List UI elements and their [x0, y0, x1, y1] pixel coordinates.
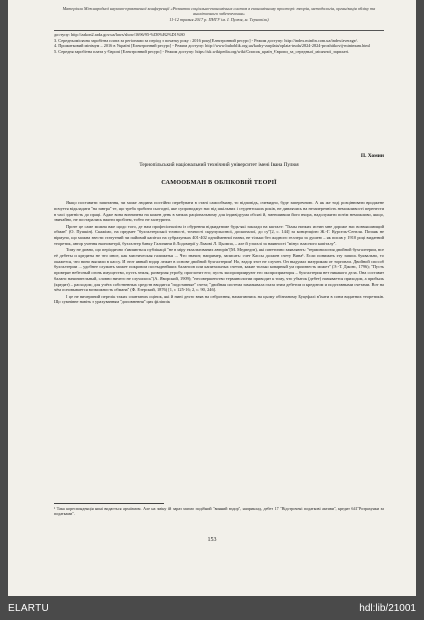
- document-page: [8, 0, 416, 596]
- footnote: ¹ Така кореспонденція нині видається архаїзмом. Але на зміну їй зараз маємо подібний ''винний вздор'', наприклад, дебет 17 ''Відстрочені податкові активи'', кредит 641''Розрахунки за податками''.: [54, 506, 384, 517]
- footnote-divider: [54, 503, 164, 504]
- reference-item: 4. Прожитковий мінімум – 2016 в Україні [Електронний ресурс] - Режим доступу: http://www.buhoblik.org.ua/kadry-zarplata/oplata-truda/2824-2824-prozhitkovij-minimum.html: [54, 43, 370, 49]
- body-paragraph: Тому не дивно, що періодично з'являються публікації ''не в міру екзальтованих авторів''(М. Медведєв), які патетично заявляють: ''терминология двойной бухгалтерии, все её дебеты и кредиты не что иное, как мистическая галиматья ... Что значит, например, записать: счет Кассы должен счету Вина¹. Если понимать эту запись буквально, то окажется, что вино выпили в кассу. И этот явный вздор лежит в основе двойной бухгалтерии! Но, вздор этот не случен. Он выдумал мазурикам от торговли. Двойной способ бухгалтерии ... удобнее служить может покровом постыднейших балансов или капитальных счетов, какие только коварный ум произвесть может'' (Э.-Т. Джонс, 1796); ''Пусть проверят небесный огонь имущество, пусть земля, разверзая утробу, проглотит его; пусть экспроприируют его экспроприаторы – бухгалтерия нет никакого дела. Она составит баланс начинательный, словно ничего не случилось''(А. Яворский, 1909); ''несовершенство терминологии приводит к тому, что убыток (дебет) называется приходом, а прибыль (кредит) – расходом; для учёта собственных средств вводятся ''подставные'' счета; ''двойная система замазывала глаза этим дебетом и кредитом и подставными счетами. Вот на чём основывается возможность обмана'' (Ф. Езерский, 1876) [1, с 125-16; 2, с. 90, 246].: [54, 247, 384, 293]
- author-name: П. Хомин: [360, 153, 384, 159]
- author-affiliation: Тернопільський національний технічний університет імені Івана Пулюя: [139, 162, 299, 168]
- article-body: [54, 200, 384, 306]
- repository-watermark: ELARTU: [8, 603, 50, 614]
- reference-item: доступу: http://zakon2.rada.gov.ua/laws/show/1696/95-%D0%B2%D1%80: [54, 32, 185, 37]
- running-header: Матеріали Міжнародної науково-практичної конференції «Розвиток соціально-економічних систем в економічному просторі: теорія, методологія, організація обліку та аналітичного забезпечення» 11-12 травня 2017 р. ПНТУ ім. І. Пулюя, м. Тернопіль): [62, 6, 376, 22]
- header-divider: [54, 30, 384, 31]
- body-paragraph: Проте це саме можна вже щодо того, де нам професіоналізм із обурення відкидатиме будь-які заклади на кшталт: ''Тьмы низких истин мне дороже нас возвышающий обман'' (О. Пушкін). Скажімо, на предмет ''бухгалтерської точності, точності скрупульозної, досконалої, до су''[2, с. 144] за концепцією Ж.-Г. Курсель-Сенєля. Позаяк не вірмуно, що можна звести статутний чи пайовий капітал на субрахунках 401-402 однойменної назви, не тільки без жодного геллера за душею – як писав у 1910 році видатний теоретик, автор учення економетрії, бухгалтер банку Галичини й Лодомерії у Львові Л. Цьомпа, – але й узагалі за наявності ''мінус власного капіталу''.: [54, 223, 384, 246]
- reference-item: 5. Середня заробітна плата у Європі [Електронний ресурс] - Режим доступу: https://uk.wikipedia.org/wiki/Список_країн_Європи_за_середньої_місячної_зарплаті.: [54, 48, 350, 54]
- handle-watermark: hdl:lib/21001: [359, 603, 416, 614]
- body-paragraph: Якщо поставити запитання, чи може людина постійно перебувати в стані самообману, то відповідь, очевидно, буде заперечною. А як же тоді розцінювати вроджене почуття відкладати ''на завтра'' те, що треба зробити сьогодні, яке супроводжує нас від шкільних і студентських років, не дивлячись на незаперечність неможливості перенести в часі здатність до праці. Адже вона визначена на кожен день в межах раціональному для індивідуума обсязі й, зменшивши його вчора, надолужити потім неможливо, якщо, звичайно, не постарались вжити проблем, тобто не халтурити.: [54, 200, 384, 223]
- article-title: САМООБМАН В ОБЛІКОВІЙ ТЕОРІЇ: [161, 179, 277, 186]
- reference-item: 3. Середньомісячна заробітна плата за регіонами за період з початку року : 2016 року[Електронний ресурс] - Режим доступу: http://index.minfin.com.ua/index/average/.: [54, 37, 358, 43]
- reference-list: [54, 32, 384, 54]
- body-paragraph: І це не вичерпний перелік таких спантаних оцінок, які й нині дехто взяв на озброєння, намагаючись на цьому обізнаному Буцефалі в'їхати в сонм видатних теоретиків. Що сумнівне навіть з урахуванням ''доповнення'' цих філіппік: [54, 293, 384, 305]
- page-number: 153: [207, 537, 217, 543]
